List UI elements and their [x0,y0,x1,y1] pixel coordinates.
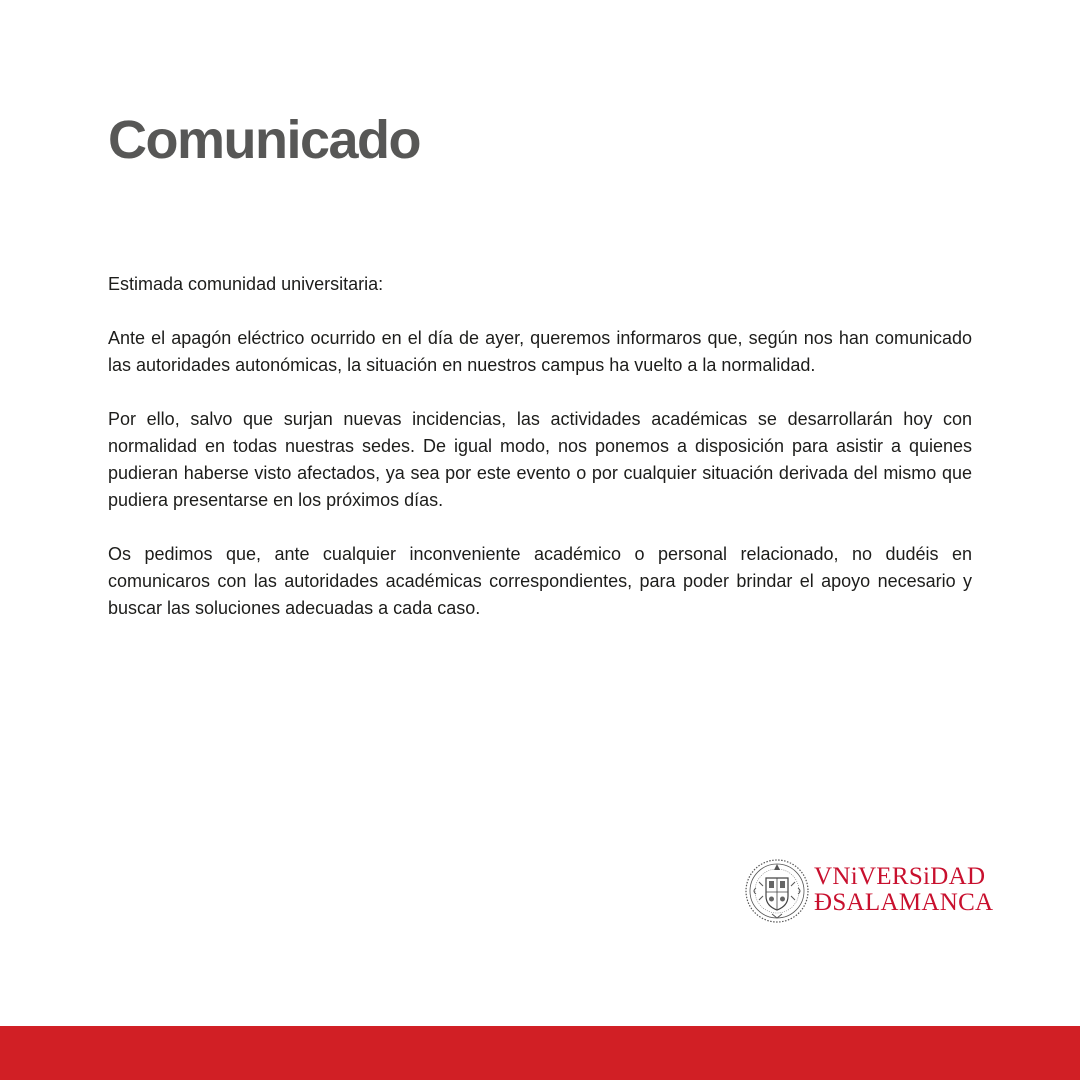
university-seal-icon [744,858,810,924]
wordmark-line-2: ÐSALAMANCA [814,889,994,916]
letter-body [108,271,972,649]
paragraph-blackout-notice: Ante el apagón eléctrico ocurrido en el día de ayer, queremos informaros que, según nos han comunicado las autoridades autonómicas, la situación en nuestros campus ha vuelto a la normalidad. [108,328,972,375]
footer-brand-bar [0,1026,1080,1080]
wordmark-line-1: VNiVERSiDAD [814,863,986,890]
paragraph-contact-request: Os pedimos que, ante cualquier inconveniente académico o personal relacionado, no dudéis en comunicaros con las autoridades académicas correspondientes, para poder brindar el apoyo necesario y buscar las soluciones adecuadas a cada caso. [108,544,972,618]
university-logo [744,856,994,926]
page-title: Comunicado [108,110,421,170]
university-wordmark [814,864,993,916]
salutation: Estimada comunidad universitaria: [108,274,384,294]
paragraph-academic-activities: Por ello, salvo que surjan nuevas incidencias, las actividades académicas se desarrollarán hoy con normalidad en todas nuestras sedes. De igual modo, nos ponemos a disposición para asistir a quienes pudieran haberse visto afectados, ya sea por este evento o por cualquier situación derivada del mismo que pudiera presentarse en los próximos días. [108,409,972,510]
